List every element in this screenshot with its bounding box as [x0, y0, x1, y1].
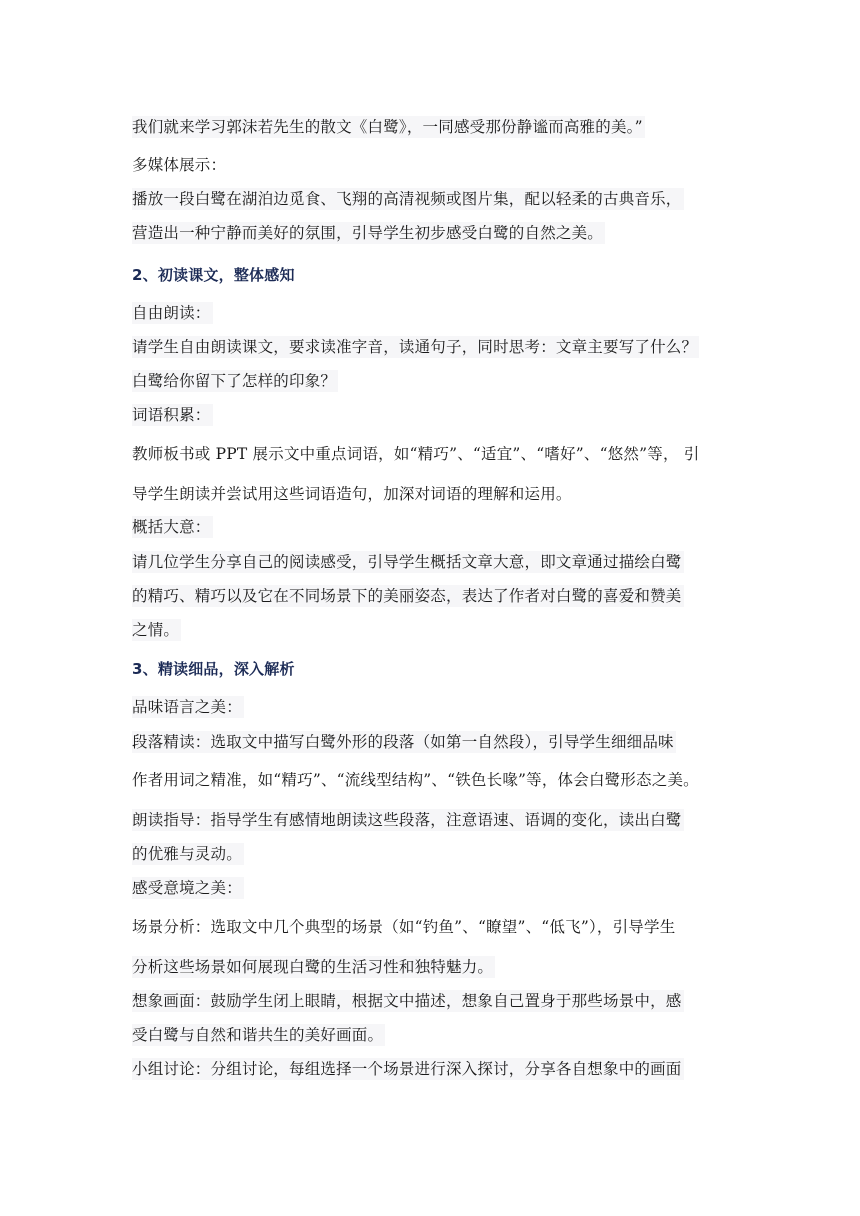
section-label: 品味语言之美： — [132, 698, 242, 716]
paragraph-line: 受白鹭与自然和谐共生的美好画面。 — [132, 1026, 384, 1044]
section-label: 自由朗读： — [132, 304, 211, 322]
paragraph-line: 我们就来学习郭沫若先生的散文《白鹭》，一同感受那份静谧而高雅的美。” — [132, 118, 643, 136]
paragraph-line: 朗读指导：指导学生有感情地朗读这些段落，注意语速、语调的变化，读出白鹭 — [132, 811, 682, 829]
paragraph-line: 请几位学生分享自己的阅读感受，引导学生概括文章大意，即文章通过描绘白鹭 — [132, 553, 682, 571]
paragraph-line: 教师板书或 PPT 展示文中重点词语，如“精巧”、“适宜”、“嗜好”、“悠然”等， 引 — [132, 445, 700, 463]
paragraph-line: 想象画面：鼓励学生闭上眼睛，根据文中描述，想象自己置身于那些场景中，感 — [132, 992, 682, 1010]
section-heading: 3、精读细品，深入解析 — [132, 660, 295, 678]
paragraph-line: 的精巧、精巧以及它在不同场景下的美丽姿态，表达了作者对白鹭的喜爱和赞美 — [132, 587, 682, 605]
paragraph-line: 场景分析：选取文中几个典型的场景（如“钓鱼”、“瞭望”、“低飞”），引导学生 — [132, 918, 676, 936]
section-label: 感受意境之美： — [132, 879, 242, 897]
section-label: 概括大意： — [132, 518, 211, 536]
paragraph-line: 导学生朗读并尝试用这些词语造句，加深对词语的理解和运用。 — [132, 485, 572, 503]
paragraph-line: 之情。 — [132, 621, 180, 639]
paragraph-line: 小组讨论：分组讨论，每组选择一个场景进行深入探讨，分享各自想象中的画面 — [132, 1060, 682, 1078]
paragraph-line: 的优雅与灵动。 — [132, 845, 242, 863]
paragraph-line: 分析这些场景如何展现白鹭的生活习性和独特魅力。 — [132, 958, 494, 976]
paragraph-line: 段落精读：选取文中描写白鹭外形的段落（如第一自然段），引导学生细细品味 — [132, 733, 674, 751]
section-heading: 2、初读课文，整体感知 — [132, 266, 295, 284]
paragraph-line: 营造出一种宁静而美好的氛围，引导学生初步感受白鹭的自然之美。 — [132, 224, 604, 242]
paragraph-line: 请学生自由朗读课文，要求读准字音，读通句子，同时思考：文章主要写了什么？ — [132, 338, 698, 356]
paragraph-line: 作者用词之精准，如“精巧”、“流线型结构”、“铁色长喙”等，体会白鹭形态之美。 — [132, 771, 699, 789]
section-label: 词语积累： — [132, 406, 211, 424]
paragraph-line: 白鹭给你留下了怎样的印象？ — [132, 372, 337, 390]
section-label: 多媒体展示： — [132, 156, 227, 174]
paragraph-line: 播放一段白鹭在湖泊边觅食、飞翔的高清视频或图片集，配以轻柔的古典音乐， — [132, 190, 682, 208]
